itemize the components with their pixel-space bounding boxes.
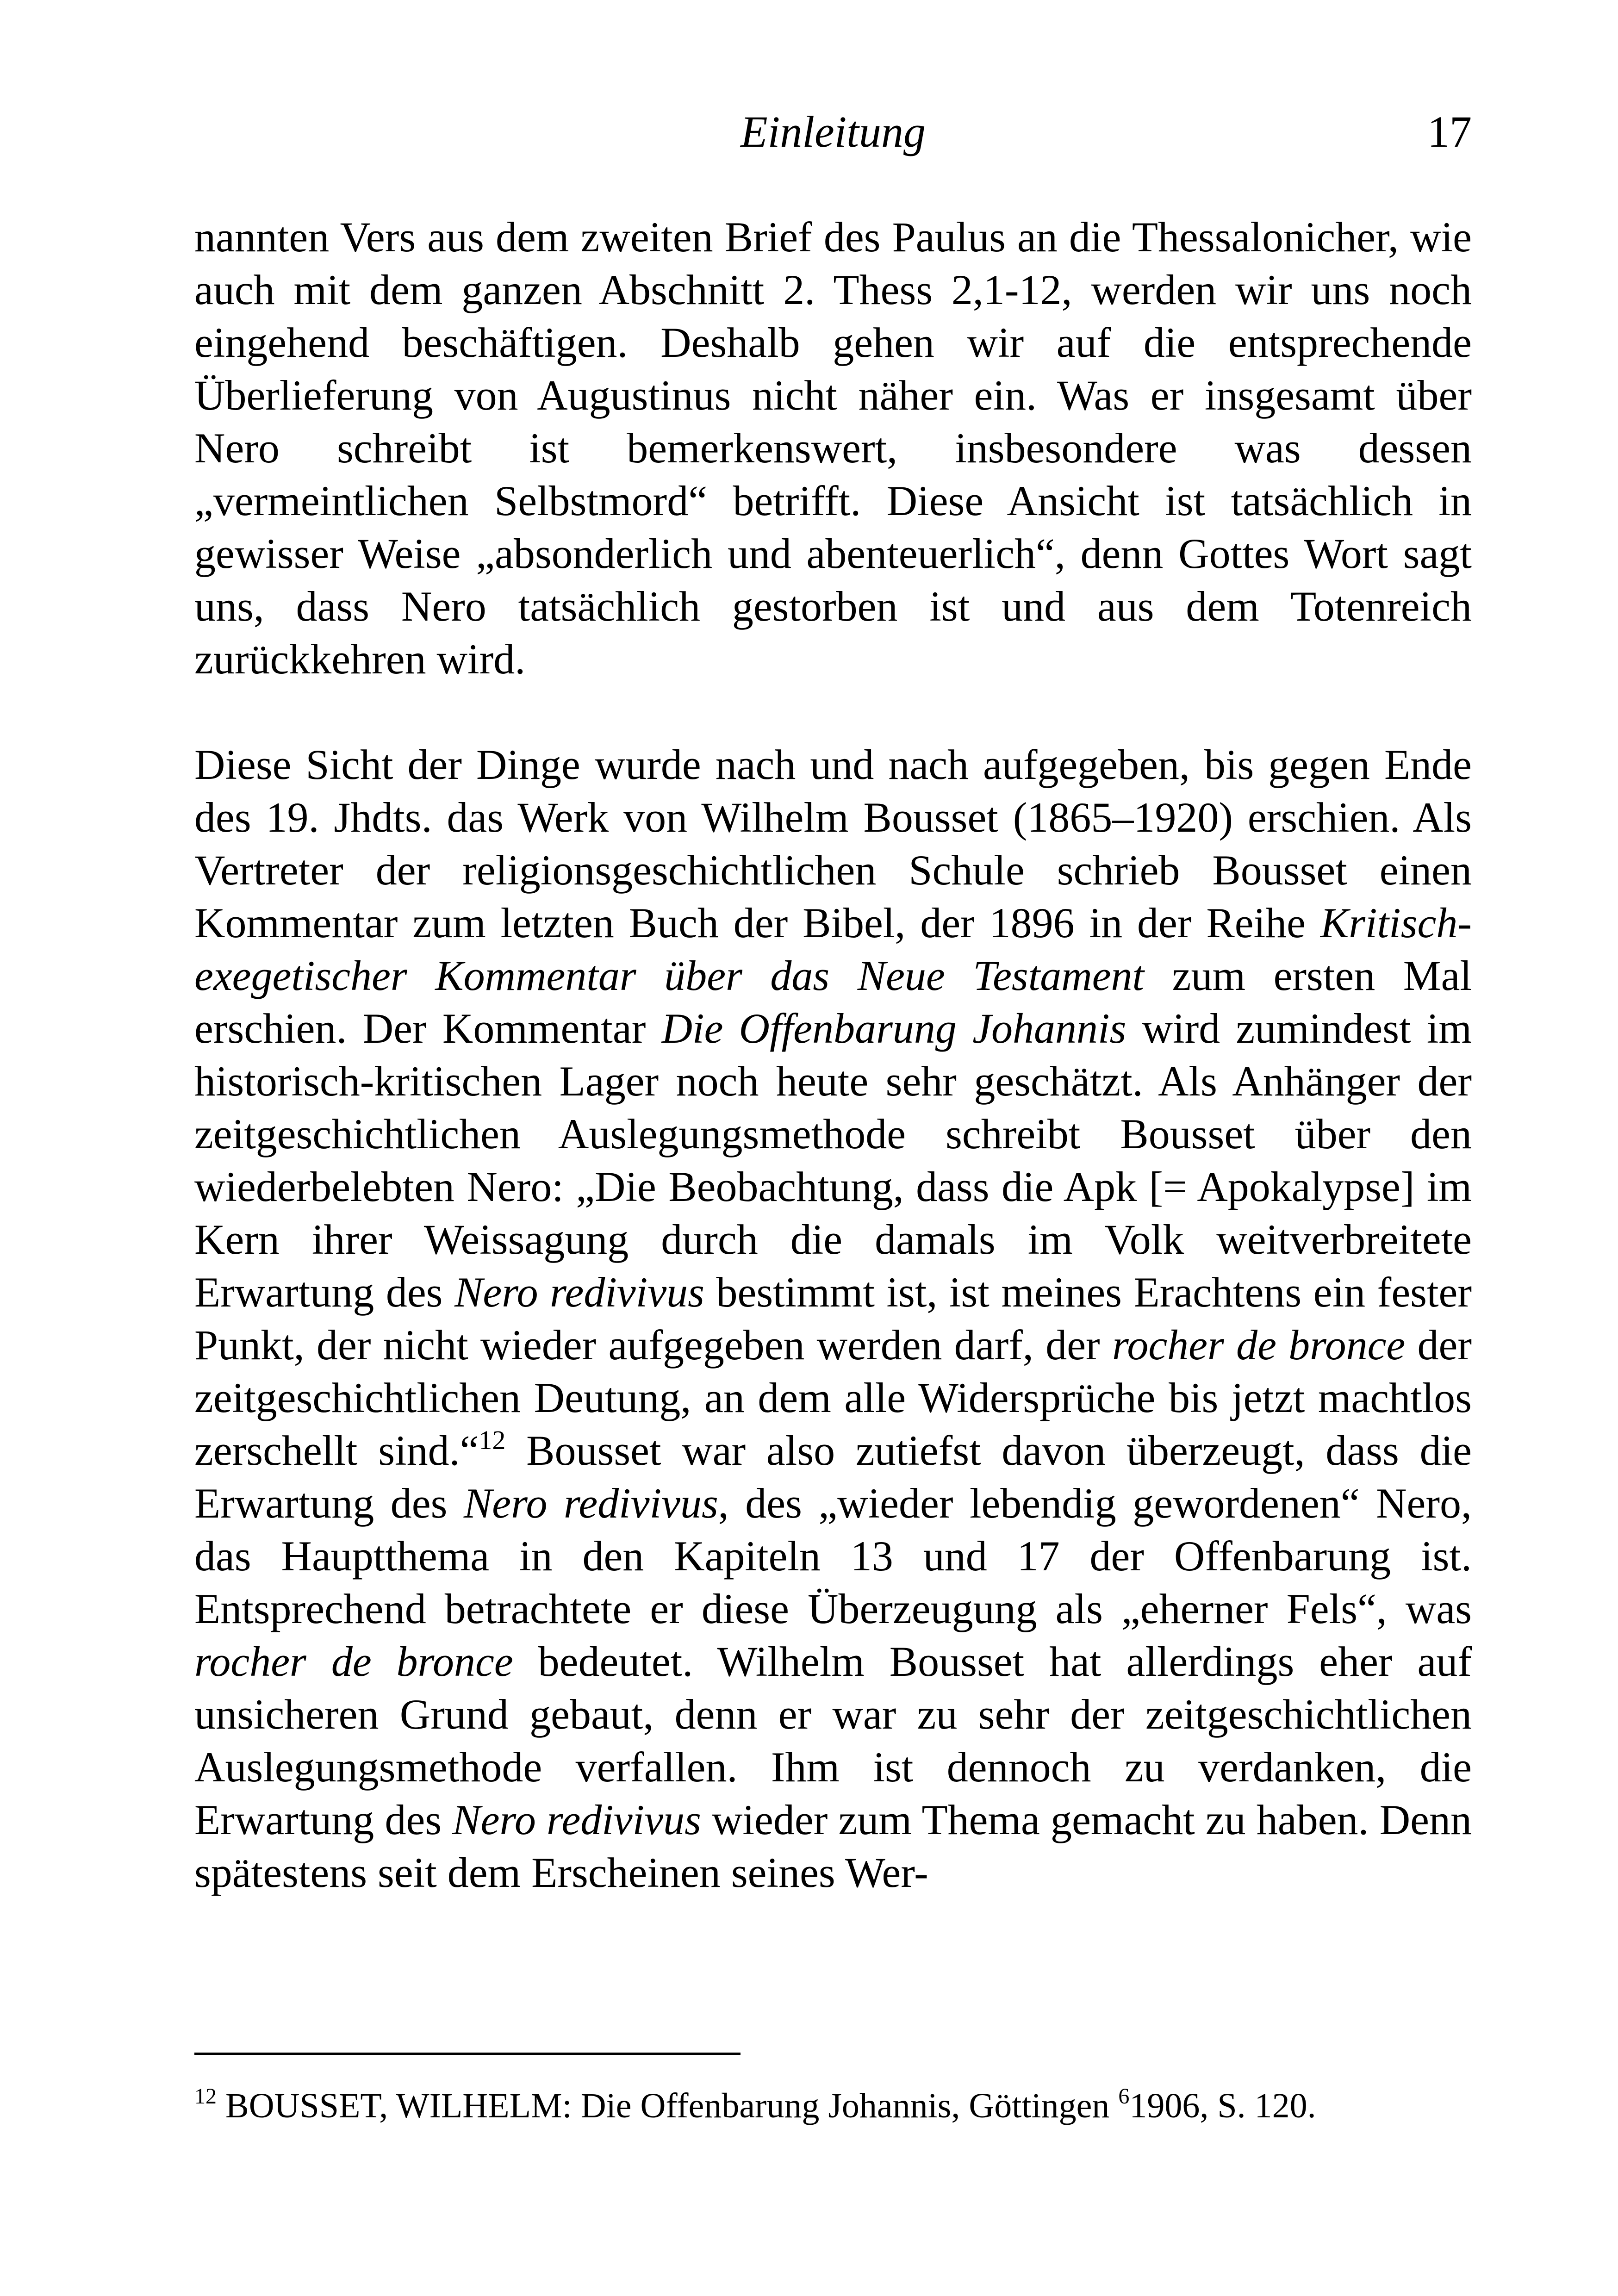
italic-run: Kritisch-exegetischer Kommentar über das Neue Testament xyxy=(194,899,1472,999)
text-run: Diese Sicht der Dinge wurde nach und nach aufgegeben, bis gegen Ende des 19. Jhdts. das Werk von Wilhelm Bousset (1865–1920) erschien. Als Vertreter der religionsgeschichtlichen Schule schrieb Bousset einen Kommentar zum letzten Buch der Bibel, der 1896 in der Reihe xyxy=(194,741,1472,946)
paragraph-1: nannten Vers aus dem zweiten Brief des Paulus an die Thessalonicher, wie auch mit dem ganzen Abschnitt 2. Thess 2,1-12, werden wir uns noch eingehend beschäftigen. Deshalb gehen wir auf die entsprechende Überlieferung von Augustinus nicht näher ein. Was er insgesamt über Nero schreibt ist bemerkenswert, insbesondere was dessen „vermeintlichen Selbstmord“ betrifft. Diese Ansicht ist tatsächlich in gewisser Weise „absonderlich und abenteuerlich“, denn Gottes Wort sagt uns, dass Nero tatsächlich gestorben ist und aus dem Totenreich zurückkehren wird. xyxy=(194,213,1472,683)
page-number: 17 xyxy=(1427,107,1472,156)
footnote xyxy=(194,2083,1472,2129)
text-run: bedeutet. Wilhelm Bousset hat allerdings eher auf unsicheren Grund gebaut, denn er war zu sehr der zeitgeschichtlichen Auslegungsmethode verfallen. Ihm ist dennoch zu verdanken, die Erwartung des xyxy=(194,1638,1472,1843)
running-title: Einleitung xyxy=(741,107,926,156)
italic-run: Nero redivivus xyxy=(454,1269,704,1316)
footnote-text-end: 1906, S. 120. xyxy=(1129,2086,1316,2125)
body-text xyxy=(194,211,1472,1899)
italic-run: rocher de bronce xyxy=(1112,1321,1406,1369)
text-run: Bousset war also zutiefst davon überzeugt, dass die Erwartung des xyxy=(194,1427,1472,1527)
paragraph-2 xyxy=(194,738,1472,1899)
italic-run: Nero redivivus xyxy=(452,1796,701,1843)
italic-run: rocher de bronce xyxy=(194,1638,513,1685)
text-run: , des „wieder lebendig gewordenen“ Nero, das Hauptthema in den Kapiteln 13 und 17 der Offenbarung ist. Entsprechend betrachtete er diese Überzeugung als „eherner Fels“, was xyxy=(194,1480,1472,1632)
footnote-edition: 6 xyxy=(1118,2084,1130,2109)
footnote-separator xyxy=(194,2053,741,2055)
italic-run: Die Offenbarung Johannis xyxy=(661,1005,1126,1052)
footnote-reference[interactable]: 12 xyxy=(479,1425,506,1455)
text-run: wird zumindest im historisch-kritischen Lager noch heute sehr geschätzt. Als Anhänger der zeitgeschichtlichen Auslegungsmethode schreibt Bousset über den wiederbelebten Nero: „Die Beobachtung, dass die Apk [= Apokalypse] im Kern ihrer Weissagung durch die damals im Volk weitverbreitete Erwartung des xyxy=(194,1005,1472,1316)
italic-run: Nero redivivus xyxy=(463,1480,718,1527)
footnote-number: 12 xyxy=(194,2084,217,2109)
text-run: bestimmt ist, ist meines Erachtens ein fester Punkt, der nicht wieder aufgegeben werden darf, der xyxy=(194,1269,1472,1369)
text-run: der zeitgeschichtlichen Deutung, an dem alle Widersprüche bis jetzt machtlos zerschellt sind.“ xyxy=(194,1321,1472,1474)
running-header xyxy=(194,104,1472,160)
footnote-text: BOUSSET, WILHELM: Die Offenbarung Johannis, Göttingen xyxy=(217,2086,1119,2125)
text-run: wieder zum Thema gemacht zu haben. Denn spätestens seit dem Erscheinen seines Wer- xyxy=(194,1796,1472,1896)
text-run: zum ersten Mal erschien. Der Kommentar xyxy=(194,952,1472,1052)
